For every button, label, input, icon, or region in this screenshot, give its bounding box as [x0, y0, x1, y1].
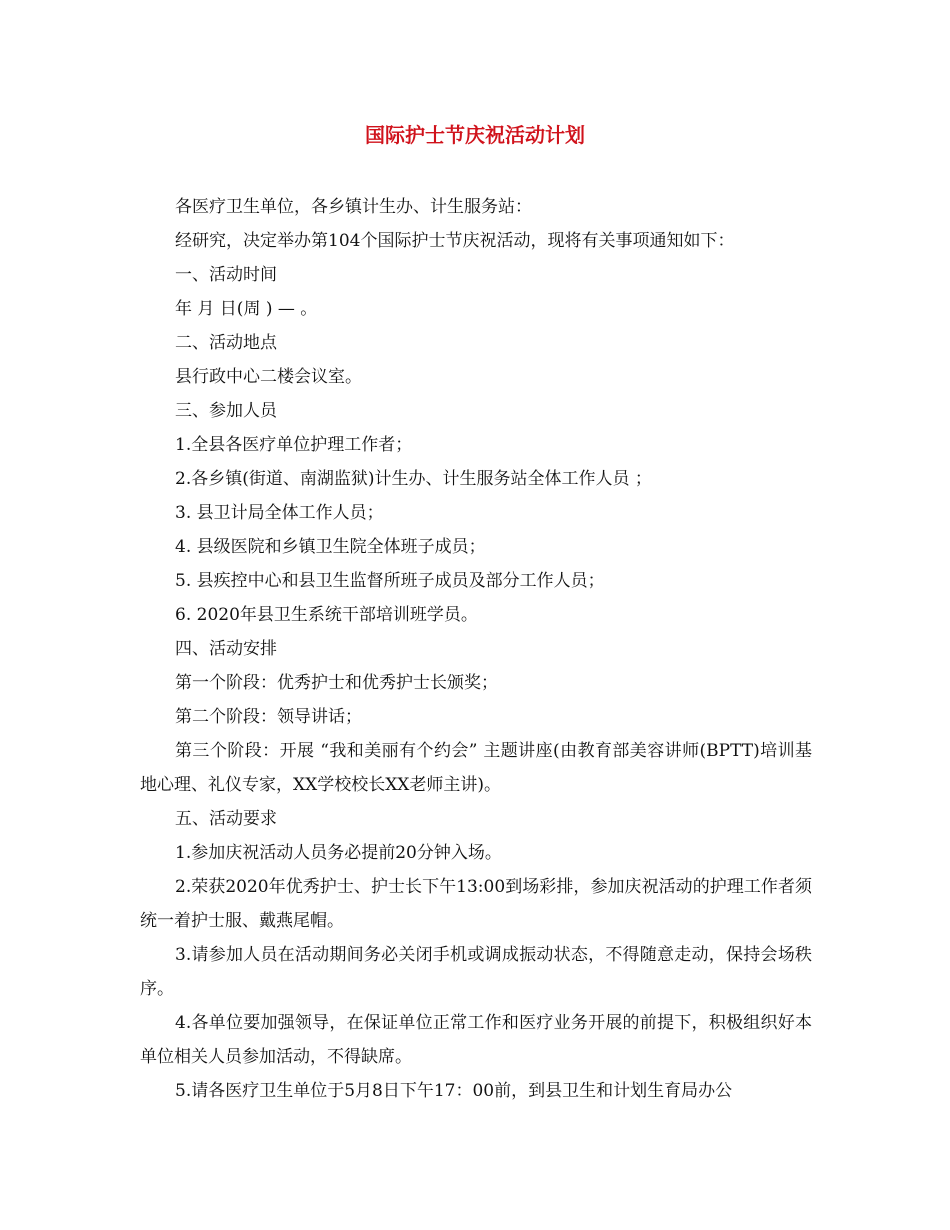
activity-time: 年 月 日(周 ) — 。 [175, 299, 318, 319]
participant-item: 3. 县卫计局全体工作人员； [175, 503, 384, 523]
section-heading-time: 一、活动时间 [175, 265, 277, 285]
participant-item: 1.全县各医疗单位护理工作者； [175, 435, 413, 455]
participant-item: 2.各乡镇(街道、南湖监狱)计生办、计生服务站全体工作人员 ； [175, 469, 652, 489]
section-heading-participants: 三、参加人员 [175, 401, 277, 421]
document-body [140, 190, 812, 1108]
participant-item: 4. 县级医院和乡镇卫生院全体班子成员； [175, 537, 486, 557]
schedule-stage: 第一个阶段：优秀护士和优秀护士长颁奖； [175, 673, 498, 693]
schedule-stage: 第二个阶段：领导讲话； [175, 707, 362, 727]
requirement-item: 1.参加庆祝活动人员务必提前20分钟入场。 [175, 843, 502, 863]
document-title: 国际护士节庆祝活动计划 [365, 123, 585, 147]
activity-location: 县行政中心二楼会议室。 [175, 367, 362, 387]
section-heading-requirements: 五、活动要求 [175, 809, 277, 829]
section-heading-schedule: 四、活动安排 [175, 639, 277, 659]
participant-item: 6. 2020年县卫生系统干部培训班学员。 [175, 605, 478, 625]
intro-paragraph: 经研究，决定举办第104个国际护士节庆祝活动，现将有关事项通知如下： [175, 231, 735, 251]
requirement-item: 2.荣获2020年优秀护士、护士长下午13:00到场彩排，参加庆祝活动的护理工作者须统一着护士服、戴燕尾帽。 [140, 877, 812, 931]
requirement-item: 5.请各医疗卫生单位于5月8日下午17：00前，到县卫生和计划生育局办公 [175, 1081, 733, 1101]
section-heading-location: 二、活动地点 [175, 333, 277, 353]
salutation: 各医疗卫生单位，各乡镇计生办、计生服务站： [175, 197, 532, 217]
requirement-item: 3.请参加人员在活动期间务必关闭手机或调成振动状态，不得随意走动，保持会场秩序。 [140, 945, 812, 999]
requirement-item: 4.各单位要加强领导，在保证单位正常工作和医疗业务开展的前提下，积极组织好本单位相关人员参加活动，不得缺席。 [140, 1013, 812, 1067]
participant-item: 5. 县疾控中心和县卫生监督所班子成员及部分工作人员； [175, 571, 605, 591]
schedule-stage-three: 第三个阶段：开展 “我和美丽有个约会” 主题讲座(由教育部美容讲师(BPTT)培训基地心理、礼仪专家，XX学校校长XX老师主讲)。 [140, 741, 812, 795]
